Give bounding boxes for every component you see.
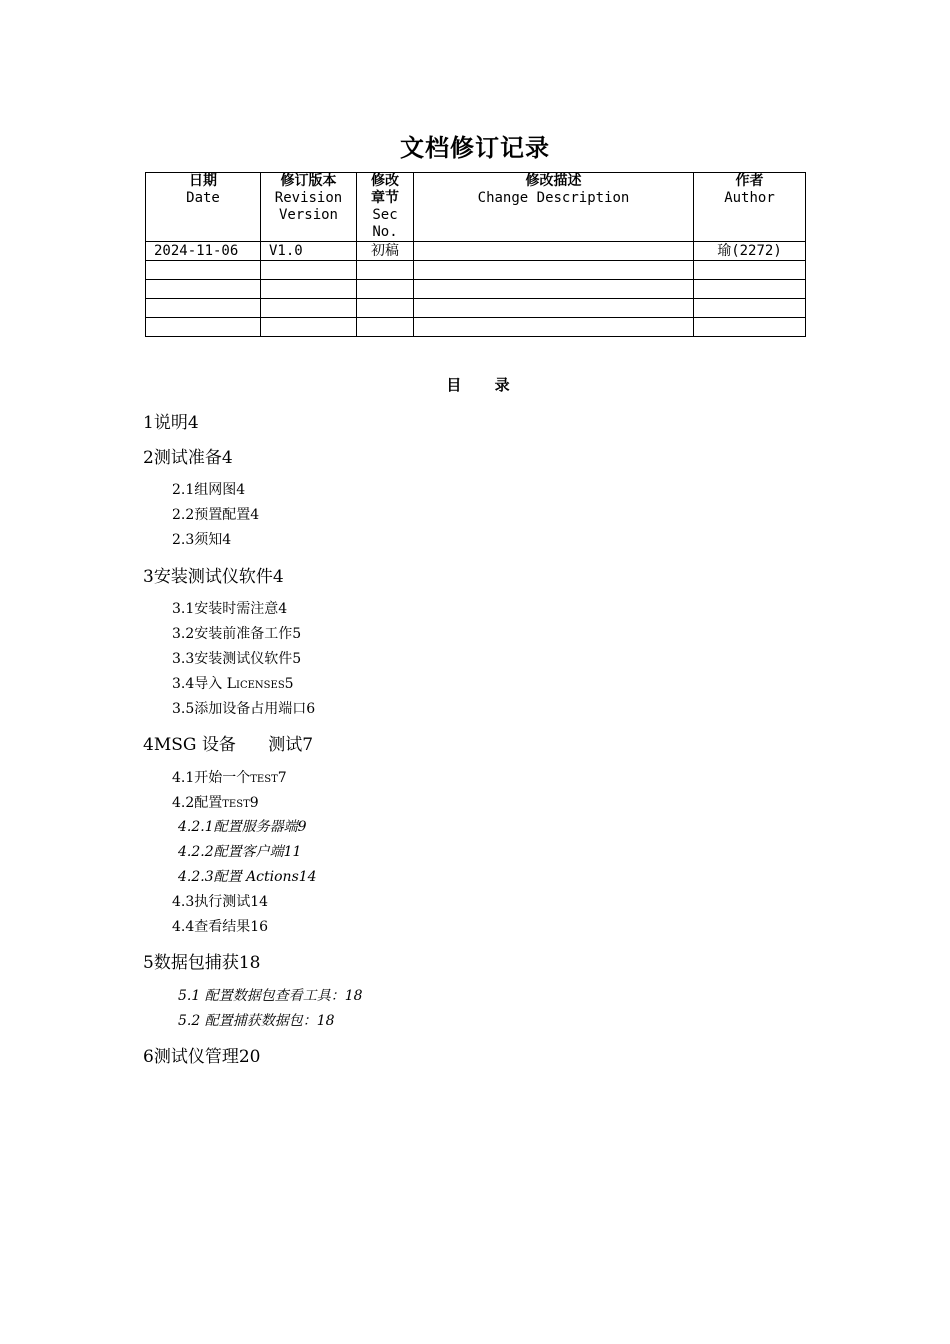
table-row (146, 261, 806, 280)
toc-text: 安装测试仪软件 (153, 567, 273, 587)
cell-section (357, 261, 414, 280)
toc-entry-3[interactable] (143, 562, 284, 587)
toc-page: 7 (277, 770, 287, 786)
toc-text-smallcaps: TEST (250, 774, 278, 785)
toc-text: 配置数据包查看工具： (200, 988, 345, 1004)
cell-author (694, 318, 806, 337)
toc-text: 测试仪管理 (153, 1047, 239, 1067)
toc-text: MSG 设备 测试 (153, 735, 303, 755)
header-author-en: Author (724, 190, 775, 206)
toc-page: 6 (306, 701, 316, 717)
toc-num: 3.2 (172, 626, 195, 642)
toc-entry-2-3[interactable] (172, 529, 231, 549)
toc-text-smallcaps: ICENSES (236, 680, 285, 691)
cell-description (414, 242, 694, 261)
toc-page: 5 (284, 676, 294, 692)
cell-date (146, 261, 261, 280)
toc-page: 4 (187, 413, 199, 433)
toc-num: 3 (143, 567, 154, 587)
revision-table (145, 172, 806, 337)
toc-entry-4-2-2[interactable] (178, 841, 301, 861)
cell-author (694, 299, 806, 318)
cell-date (146, 299, 261, 318)
toc-num: 4.2.3 (178, 869, 214, 885)
toc-entry-4-2-3[interactable] (178, 866, 317, 886)
toc-entry-4-2-1[interactable] (178, 816, 307, 836)
toc-page: 18 (238, 953, 261, 973)
cell-date (146, 280, 261, 299)
toc-entry-4[interactable] (143, 730, 313, 755)
cell-author (694, 261, 806, 280)
header-section (357, 173, 414, 242)
toc-num: 4.2.2 (178, 844, 214, 860)
toc-num: 1 (143, 413, 154, 433)
header-date-zh: 日期 (189, 173, 217, 189)
toc-page: 4 (272, 567, 284, 587)
toc-num: 2.2 (172, 507, 195, 523)
toc-num: 2 (143, 448, 154, 468)
toc-page: 9 (249, 795, 259, 811)
toc-page: 7 (302, 735, 314, 755)
header-version (261, 173, 357, 242)
toc-text: 开始一个 (194, 770, 251, 786)
header-date-en: Date (186, 190, 220, 206)
toc-text: 测试准备 (153, 448, 222, 468)
toc-text: 配置服务器端 (213, 819, 298, 835)
toc-num: 4.2.1 (178, 819, 214, 835)
header-section-en: Sec No. (372, 207, 398, 240)
toc-num: 5.2 (178, 1013, 201, 1029)
toc-entry-2-1[interactable] (172, 479, 245, 499)
toc-text: 执行测试 (194, 894, 251, 910)
toc-num: 3.1 (172, 601, 195, 617)
toc-entry-3-4[interactable] (172, 673, 294, 693)
toc-num: 3.4 (172, 676, 195, 692)
toc-title: 目 录 (446, 376, 524, 394)
toc-text: 安装测试仪软件 (194, 651, 293, 667)
revision-table-header (146, 173, 806, 242)
toc-entry-1[interactable] (143, 408, 199, 433)
toc-num: 5.1 (178, 988, 201, 1004)
toc-num: 2.3 (172, 532, 195, 548)
cell-version: V1.0 (261, 242, 357, 261)
header-description-en: Change Description (477, 190, 630, 206)
toc-entry-3-1[interactable] (172, 598, 287, 618)
header-description-zh: 修改描述 (525, 173, 582, 189)
toc-entry-3-5[interactable] (172, 698, 315, 718)
toc-page: 16 (250, 919, 269, 935)
toc-entry-6[interactable] (143, 1042, 260, 1067)
toc-text: 添加设备占用端口 (194, 701, 307, 717)
header-author-zh: 作者 (735, 173, 764, 189)
toc-page: 14 (298, 869, 317, 885)
toc-page: 5 (292, 651, 302, 667)
header-version-zh: 修订版本 (280, 173, 337, 189)
toc-text: 配置 (194, 795, 223, 811)
table-row (146, 318, 806, 337)
document-title: 文档修订记录 (400, 133, 550, 162)
toc-text-smallcaps: TEST (222, 799, 250, 810)
cell-section (357, 280, 414, 299)
toc-page: 14 (250, 894, 269, 910)
toc-text: 配置客户端 (213, 844, 284, 860)
cell-description (414, 280, 694, 299)
toc-num: 5 (143, 953, 154, 973)
toc-page: 9 (297, 819, 307, 835)
cell-section (357, 318, 414, 337)
toc-page: 4 (250, 507, 260, 523)
toc-page: 4 (278, 601, 288, 617)
toc-num: 4.3 (172, 894, 195, 910)
toc-entry-2[interactable] (143, 443, 233, 468)
cell-date (146, 318, 261, 337)
toc-page: 11 (283, 844, 302, 860)
toc-num: 2.1 (172, 482, 195, 498)
cell-section (357, 299, 414, 318)
toc-text: 预置配置 (194, 507, 251, 523)
toc-text: 导入 L (194, 676, 237, 692)
toc-num: 4 (143, 735, 154, 755)
toc-text: 查看结果 (194, 919, 251, 935)
toc-page: 18 (316, 1013, 335, 1029)
cell-version (261, 280, 357, 299)
toc-text: 安装时需注意 (194, 601, 279, 617)
toc-page: 4 (236, 482, 246, 498)
cell-author: 瑜(2272) (694, 242, 806, 261)
toc-text: 安装前准备工作 (194, 626, 293, 642)
header-date (146, 173, 261, 242)
toc-entry-3-2[interactable] (172, 623, 301, 643)
toc-entry-2-2[interactable] (172, 504, 259, 524)
toc-num: 4.1 (172, 770, 195, 786)
toc-num: 6 (143, 1047, 154, 1067)
toc-text: 数据包捕获 (153, 953, 239, 973)
cell-description (414, 299, 694, 318)
header-section-zh: 修改 章节 (371, 173, 399, 206)
toc-page: 4 (222, 532, 232, 548)
toc-page: 18 (344, 988, 363, 1004)
toc-entry-5-1[interactable] (178, 985, 363, 1005)
toc-text: 配置捕获数据包： (200, 1013, 317, 1029)
toc-num: 4.2 (172, 795, 195, 811)
cell-version (261, 261, 357, 280)
cell-description (414, 261, 694, 280)
toc-num: 4.4 (172, 919, 195, 935)
cell-author (694, 280, 806, 299)
cell-description (414, 318, 694, 337)
toc-text: 须知 (194, 532, 223, 548)
toc-page: 20 (238, 1047, 261, 1067)
cell-version (261, 299, 357, 318)
header-description (414, 173, 694, 242)
table-row (146, 299, 806, 318)
table-row (146, 280, 806, 299)
toc-entry-5-2[interactable] (178, 1010, 335, 1030)
cell-section: 初稿 (357, 242, 414, 261)
toc-entry-4-2[interactable] (172, 792, 259, 812)
header-author (694, 173, 806, 242)
toc-entry-4-4[interactable] (172, 916, 268, 936)
header-version-en: Revision Version (274, 190, 343, 223)
toc-entry-4-3[interactable] (172, 891, 268, 911)
cell-version (261, 318, 357, 337)
toc-entry-3-3[interactable] (172, 648, 301, 668)
table-row (146, 242, 806, 261)
toc-entry-4-1[interactable] (172, 767, 287, 787)
toc-num: 3.3 (172, 651, 195, 667)
cell-date: 2024-11-06 (146, 242, 261, 261)
toc-text: 组网图 (194, 482, 237, 498)
toc-page: 5 (292, 626, 302, 642)
toc-text: 配置 Actions (213, 869, 299, 885)
toc-text: 说明 (153, 413, 188, 433)
toc-entry-5[interactable] (143, 948, 260, 973)
toc-num: 3.5 (172, 701, 195, 717)
toc-page: 4 (221, 448, 233, 468)
